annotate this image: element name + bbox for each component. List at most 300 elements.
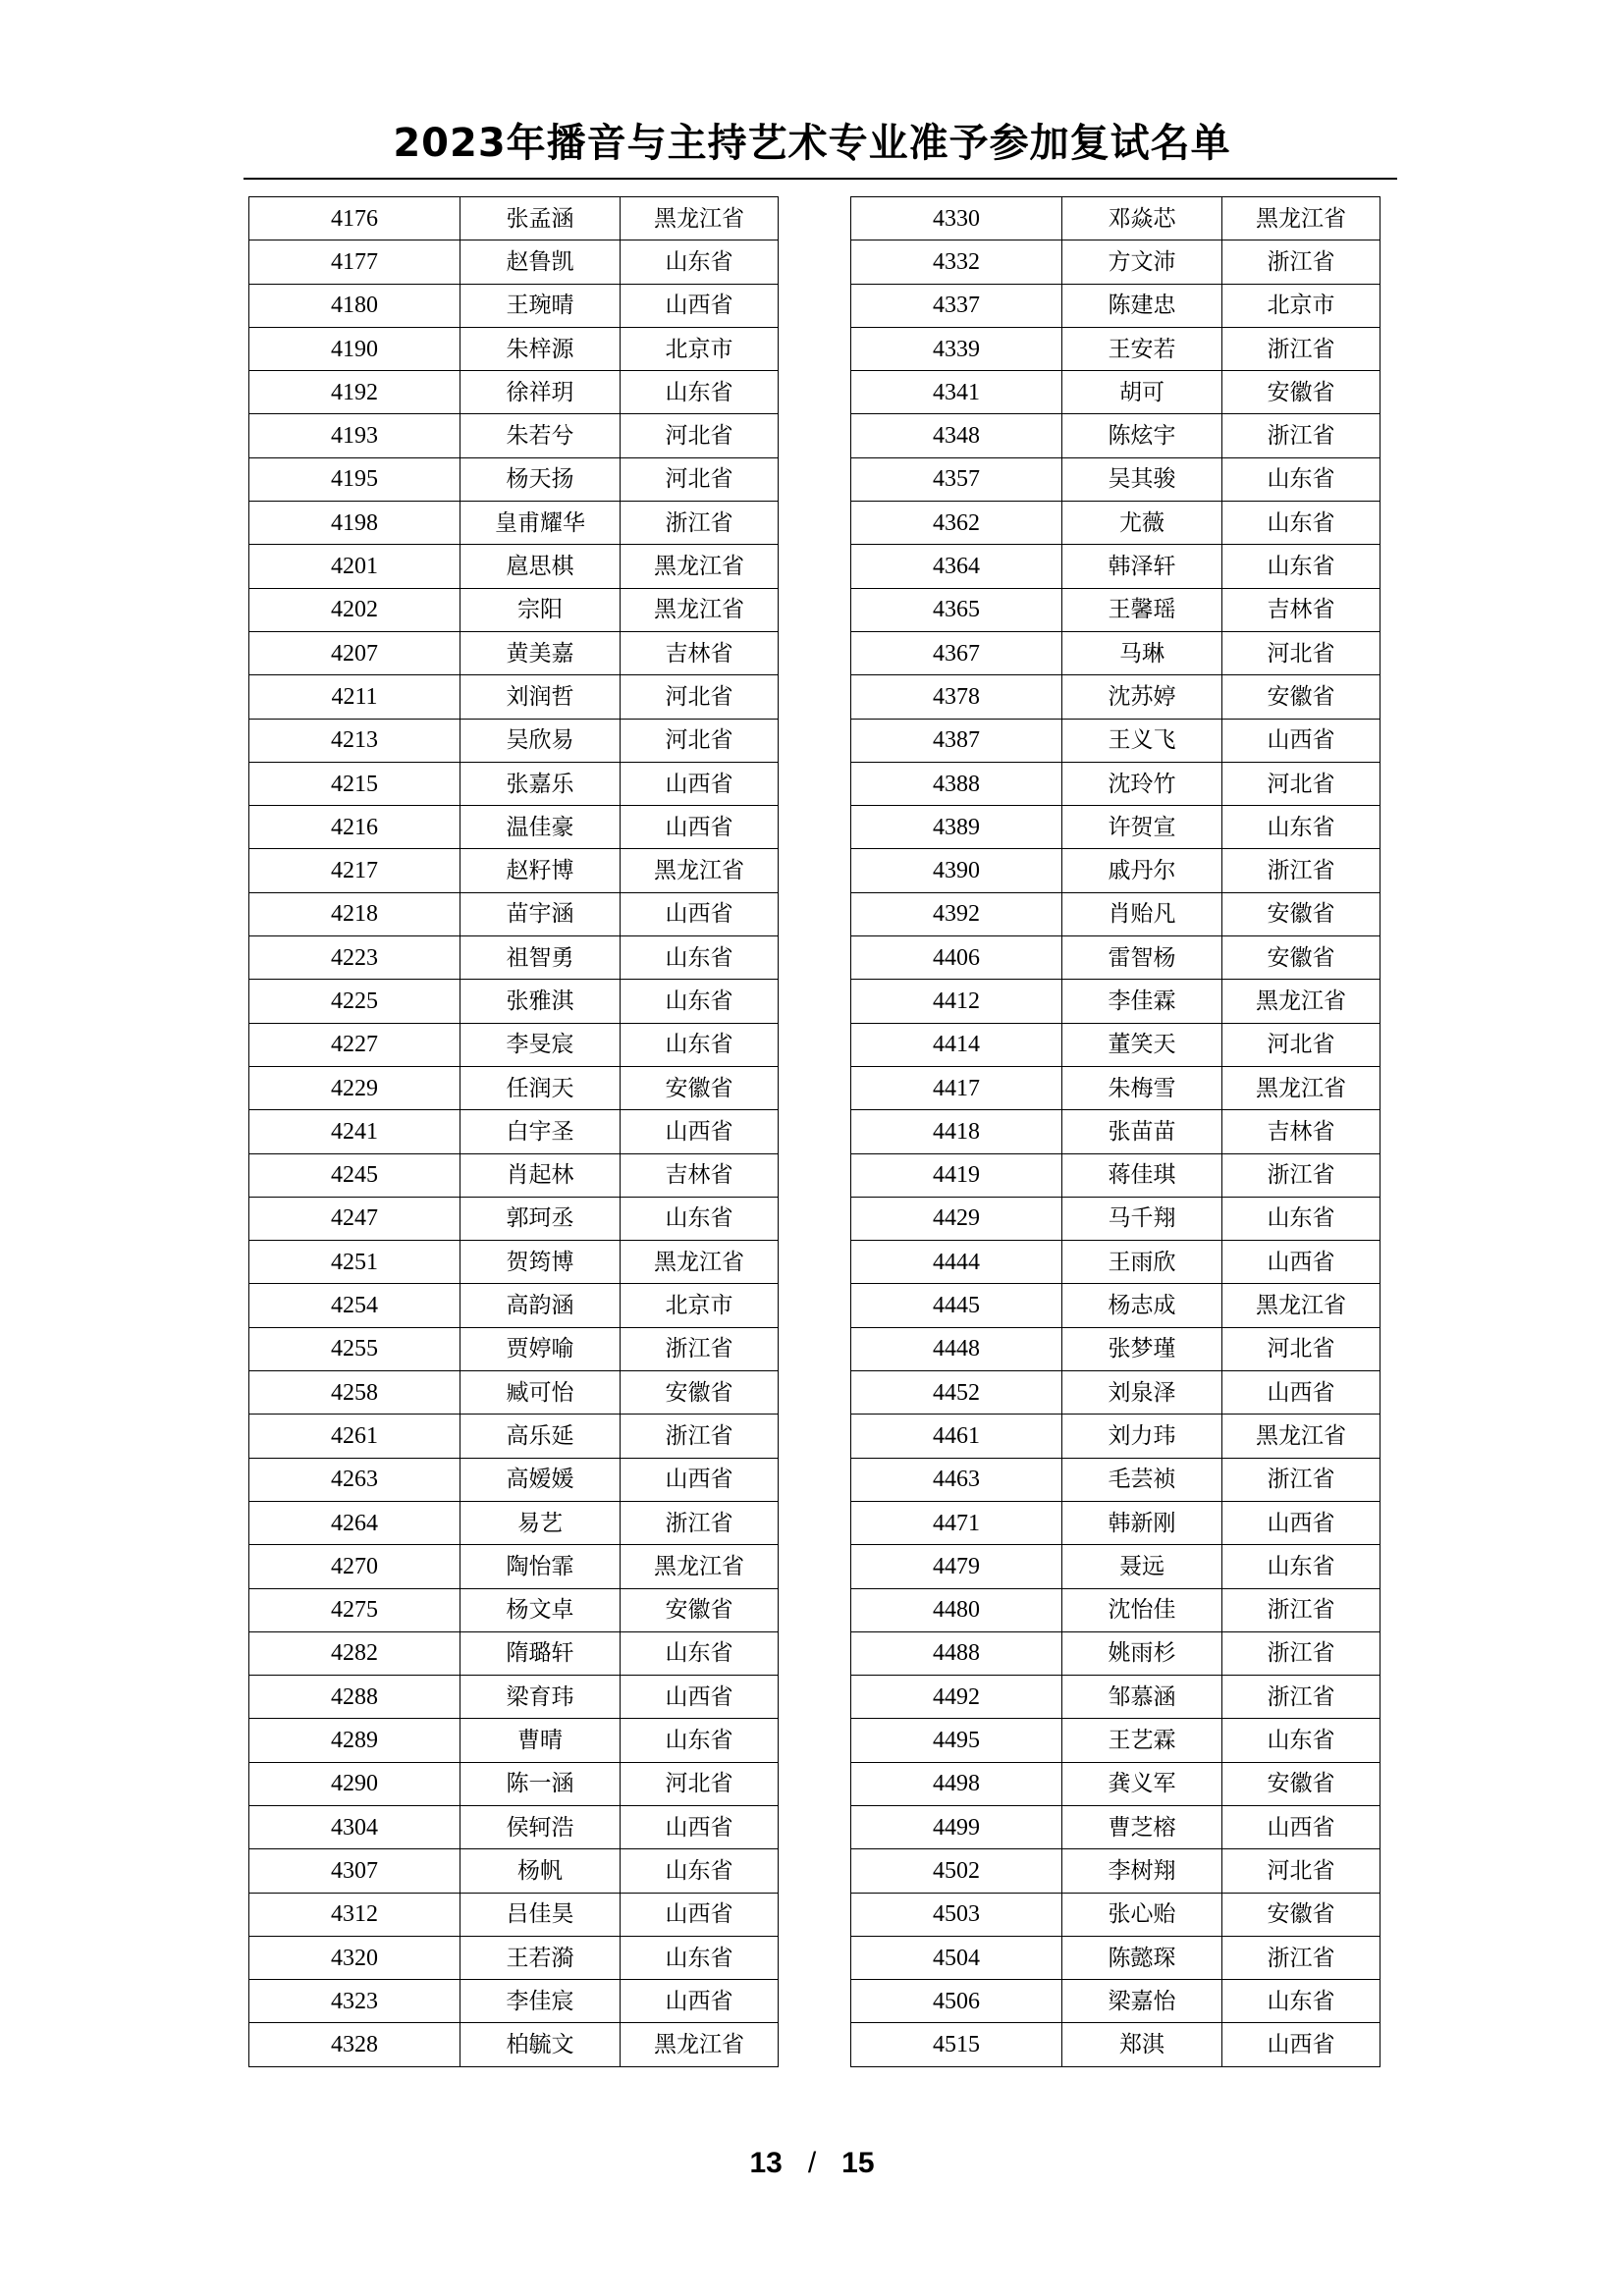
province-cell: 山西省 [1222, 1501, 1380, 1544]
table-row [249, 1762, 779, 1805]
table-row [851, 936, 1380, 980]
table-row [851, 1805, 1380, 1848]
exam-number-cell: 4270 [249, 1545, 460, 1588]
exam-number-cell: 4504 [851, 1936, 1062, 1979]
province-cell: 河北省 [621, 719, 779, 762]
student-name-cell: 王雨欣 [1062, 1241, 1222, 1284]
table-row [249, 1284, 779, 1327]
table-row [249, 545, 779, 588]
document-title: 2023年播音与主持艺术专业准予参加复试名单 [393, 121, 1231, 166]
exam-number-cell: 4225 [249, 980, 460, 1023]
province-cell: 山西省 [621, 1458, 779, 1501]
province-cell: 山东省 [1222, 1197, 1380, 1240]
student-name-cell: 陈懿琛 [1062, 1936, 1222, 1979]
exam-number-cell: 4337 [851, 284, 1062, 327]
student-name-cell: 陈一涵 [460, 1762, 621, 1805]
table-row [851, 197, 1380, 240]
student-name-cell: 聂远 [1062, 1545, 1222, 1588]
table-row [249, 1588, 779, 1631]
student-name-cell: 温佳豪 [460, 806, 621, 849]
table-row [851, 1545, 1380, 1588]
exam-number-cell: 4223 [249, 936, 460, 980]
student-name-cell: 贺筠博 [460, 1241, 621, 1284]
province-cell: 河北省 [1222, 1023, 1380, 1066]
table-row [249, 980, 779, 1023]
province-cell: 河北省 [621, 1762, 779, 1805]
exam-number-cell: 4261 [249, 1415, 460, 1458]
exam-number-cell: 4241 [249, 1110, 460, 1153]
table-row [249, 1066, 779, 1109]
exam-number-cell: 4216 [249, 806, 460, 849]
province-cell: 安徽省 [1222, 675, 1380, 719]
province-cell: 北京市 [621, 1284, 779, 1327]
exam-number-cell: 4201 [249, 545, 460, 588]
exam-number-cell: 4339 [851, 327, 1062, 370]
student-name-cell: 肖贻凡 [1062, 892, 1222, 935]
table-row [851, 1849, 1380, 1893]
student-name-cell: 龚义军 [1062, 1762, 1222, 1805]
province-cell: 安徽省 [1222, 892, 1380, 935]
exam-number-cell: 4255 [249, 1327, 460, 1370]
table-row [249, 849, 779, 892]
student-name-cell: 朱梅雪 [1062, 1066, 1222, 1109]
student-name-cell: 侯轲浩 [460, 1805, 621, 1848]
table-row [851, 1588, 1380, 1631]
exam-number-cell: 4288 [249, 1676, 460, 1719]
student-name-cell: 李旻宸 [460, 1023, 621, 1066]
table-row [851, 1501, 1380, 1544]
province-cell: 山东省 [621, 1631, 779, 1675]
province-cell: 浙江省 [1222, 1588, 1380, 1631]
exam-number-cell: 4177 [249, 240, 460, 284]
student-name-cell: 任润天 [460, 1066, 621, 1109]
table-row [249, 284, 779, 327]
province-cell: 安徽省 [1222, 936, 1380, 980]
province-cell: 浙江省 [1222, 849, 1380, 892]
exam-number-cell: 4290 [249, 1762, 460, 1805]
table-row [249, 1241, 779, 1284]
table-row [249, 1110, 779, 1153]
exam-number-cell: 4515 [851, 2023, 1062, 2066]
table-row [249, 1980, 779, 2023]
table-row [851, 2023, 1380, 2066]
table-row [851, 980, 1380, 1023]
exam-number-cell: 4193 [249, 414, 460, 457]
exam-number-cell: 4348 [851, 414, 1062, 457]
student-name-cell: 邹慕涵 [1062, 1676, 1222, 1719]
exam-number-cell: 4387 [851, 719, 1062, 762]
table-row [249, 719, 779, 762]
student-name-cell: 臧可怡 [460, 1371, 621, 1415]
table-row [249, 1197, 779, 1240]
student-name-cell: 张嘉乐 [460, 762, 621, 805]
table-row [249, 1501, 779, 1544]
exam-number-cell: 4218 [249, 892, 460, 935]
exam-number-cell: 4429 [851, 1197, 1062, 1240]
student-name-cell: 韩新刚 [1062, 1501, 1222, 1544]
student-name-cell: 许贺宣 [1062, 806, 1222, 849]
student-name-cell: 梁育玮 [460, 1676, 621, 1719]
province-cell: 浙江省 [621, 1501, 779, 1544]
exam-number-cell: 4289 [249, 1719, 460, 1762]
student-name-cell: 宗阳 [460, 588, 621, 631]
exam-number-cell: 4390 [851, 849, 1062, 892]
province-cell: 山西省 [1222, 719, 1380, 762]
province-cell: 山东省 [621, 1023, 779, 1066]
province-cell: 浙江省 [621, 502, 779, 545]
province-cell: 安徽省 [1222, 1762, 1380, 1805]
table-row [851, 762, 1380, 805]
province-cell: 吉林省 [621, 631, 779, 674]
province-cell: 河北省 [1222, 631, 1380, 674]
table-row [249, 762, 779, 805]
table-row [851, 457, 1380, 501]
table-row [249, 892, 779, 935]
student-name-cell: 胡可 [1062, 371, 1222, 414]
table-row [851, 719, 1380, 762]
student-name-cell: 曹晴 [460, 1719, 621, 1762]
exam-number-cell: 4192 [249, 371, 460, 414]
page-number [0, 2144, 1624, 2183]
table-row [249, 1545, 779, 1588]
student-name-cell: 李佳宸 [460, 1980, 621, 2023]
province-cell: 河北省 [621, 414, 779, 457]
exam-number-cell: 4367 [851, 631, 1062, 674]
exam-number-cell: 4506 [851, 1980, 1062, 2023]
student-name-cell: 皇甫耀华 [460, 502, 621, 545]
table-row [249, 1371, 779, 1415]
table-row [851, 1371, 1380, 1415]
province-cell: 山东省 [1222, 545, 1380, 588]
student-name-cell: 陈建忠 [1062, 284, 1222, 327]
student-name-cell: 杨文卓 [460, 1588, 621, 1631]
province-cell: 吉林省 [621, 1153, 779, 1197]
province-cell: 黑龙江省 [1222, 197, 1380, 240]
student-name-cell: 吴其骏 [1062, 457, 1222, 501]
exam-number-cell: 4341 [851, 371, 1062, 414]
province-cell: 北京市 [1222, 284, 1380, 327]
student-name-cell: 隋璐轩 [460, 1631, 621, 1675]
table-row [249, 1719, 779, 1762]
province-cell: 浙江省 [1222, 1458, 1380, 1501]
province-cell: 河北省 [1222, 762, 1380, 805]
province-cell: 浙江省 [1222, 327, 1380, 370]
student-name-cell: 李树翔 [1062, 1849, 1222, 1893]
province-cell: 山西省 [621, 1805, 779, 1848]
province-cell: 山西省 [1222, 2023, 1380, 2066]
student-name-cell: 马千翔 [1062, 1197, 1222, 1240]
province-cell: 山东省 [1222, 1980, 1380, 2023]
student-name-cell: 苗宇涵 [460, 892, 621, 935]
province-cell: 山西省 [1222, 1241, 1380, 1284]
student-name-cell: 白宇圣 [460, 1110, 621, 1153]
student-name-cell: 毛芸祯 [1062, 1458, 1222, 1501]
table-row [249, 1415, 779, 1458]
table-row [249, 1936, 779, 1979]
table-row [249, 588, 779, 631]
student-name-cell: 韩泽轩 [1062, 545, 1222, 588]
student-name-cell: 肖起林 [460, 1153, 621, 1197]
province-cell: 浙江省 [1222, 1936, 1380, 1979]
exam-number-cell: 4323 [249, 1980, 460, 2023]
province-cell: 山西省 [621, 806, 779, 849]
exam-number-cell: 4362 [851, 502, 1062, 545]
student-name-cell: 李佳霖 [1062, 980, 1222, 1023]
student-name-cell: 陶怡霏 [460, 1545, 621, 1588]
exam-number-cell: 4364 [851, 545, 1062, 588]
table-row [249, 631, 779, 674]
province-cell: 山西省 [1222, 1371, 1380, 1415]
exam-number-cell: 4207 [249, 631, 460, 674]
exam-number-cell: 4227 [249, 1023, 460, 1066]
table-row [851, 1719, 1380, 1762]
exam-number-cell: 4412 [851, 980, 1062, 1023]
province-cell: 山东省 [1222, 806, 1380, 849]
province-cell: 河北省 [621, 457, 779, 501]
table-row [249, 1849, 779, 1893]
table-row [249, 240, 779, 284]
table-row [249, 1023, 779, 1066]
table-row [851, 1980, 1380, 2023]
exam-number-cell: 4479 [851, 1545, 1062, 1588]
exam-number-cell: 4213 [249, 719, 460, 762]
province-cell: 山东省 [621, 1197, 779, 1240]
exam-number-cell: 4229 [249, 1066, 460, 1109]
province-cell: 山东省 [621, 1719, 779, 1762]
exam-number-cell: 4471 [851, 1501, 1062, 1544]
exam-number-cell: 4202 [249, 588, 460, 631]
table-row [851, 502, 1380, 545]
province-cell: 山东省 [621, 240, 779, 284]
exam-number-cell: 4312 [249, 1893, 460, 1936]
student-name-cell: 方文沛 [1062, 240, 1222, 284]
province-cell: 山东省 [1222, 502, 1380, 545]
province-cell: 河北省 [621, 675, 779, 719]
exam-number-cell: 4198 [249, 502, 460, 545]
table-row [249, 371, 779, 414]
province-cell: 安徽省 [1222, 1893, 1380, 1936]
table-row [249, 1631, 779, 1675]
province-cell: 山东省 [621, 980, 779, 1023]
student-name-cell: 沈玲竹 [1062, 762, 1222, 805]
student-name-cell: 扈思棋 [460, 545, 621, 588]
table-row [249, 1153, 779, 1197]
province-cell: 河北省 [1222, 1327, 1380, 1370]
province-cell: 山东省 [1222, 1719, 1380, 1762]
student-name-cell: 邓焱芯 [1062, 197, 1222, 240]
exam-number-cell: 4282 [249, 1631, 460, 1675]
student-name-cell: 贾婷喻 [460, 1327, 621, 1370]
student-name-cell: 张孟涵 [460, 197, 621, 240]
exam-number-cell: 4275 [249, 1588, 460, 1631]
province-cell: 河北省 [1222, 1849, 1380, 1893]
exam-number-cell: 4495 [851, 1719, 1062, 1762]
table-row [851, 1197, 1380, 1240]
province-cell: 安徽省 [621, 1588, 779, 1631]
province-cell: 山西省 [621, 1893, 779, 1936]
exam-number-cell: 4330 [851, 197, 1062, 240]
province-cell: 黑龙江省 [621, 1545, 779, 1588]
table-row [851, 1023, 1380, 1066]
student-name-cell: 王琬晴 [460, 284, 621, 327]
province-cell: 山东省 [1222, 1545, 1380, 1588]
exam-number-cell: 4247 [249, 1197, 460, 1240]
exam-number-cell: 4392 [851, 892, 1062, 935]
student-name-cell: 郭珂丞 [460, 1197, 621, 1240]
province-cell: 黑龙江省 [621, 197, 779, 240]
exam-number-cell: 4389 [851, 806, 1062, 849]
province-cell: 北京市 [621, 327, 779, 370]
table-row [249, 936, 779, 980]
province-cell: 山东省 [1222, 457, 1380, 501]
student-name-cell: 张梦瑾 [1062, 1327, 1222, 1370]
exam-number-cell: 4445 [851, 1284, 1062, 1327]
exam-number-cell: 4448 [851, 1327, 1062, 1370]
exam-number-cell: 4304 [249, 1805, 460, 1848]
table-row [249, 1893, 779, 1936]
roster-table-left [248, 196, 779, 2067]
student-name-cell: 刘力玮 [1062, 1415, 1222, 1458]
student-name-cell: 杨帆 [460, 1849, 621, 1893]
table-row [249, 1676, 779, 1719]
student-name-cell: 张心贻 [1062, 1893, 1222, 1936]
student-name-cell: 张苗苗 [1062, 1110, 1222, 1153]
table-row [249, 502, 779, 545]
exam-number-cell: 4419 [851, 1153, 1062, 1197]
exam-number-cell: 4498 [851, 1762, 1062, 1805]
table-row [851, 545, 1380, 588]
student-name-cell: 朱若兮 [460, 414, 621, 457]
exam-number-cell: 4263 [249, 1458, 460, 1501]
exam-number-cell: 4414 [851, 1023, 1062, 1066]
exam-number-cell: 4217 [249, 849, 460, 892]
exam-number-cell: 4406 [851, 936, 1062, 980]
table-row [249, 675, 779, 719]
table-row [851, 1284, 1380, 1327]
table-row [249, 327, 779, 370]
province-cell: 黑龙江省 [1222, 1415, 1380, 1458]
exam-number-cell: 4195 [249, 457, 460, 501]
student-name-cell: 王馨瑶 [1062, 588, 1222, 631]
student-name-cell: 杨志成 [1062, 1284, 1222, 1327]
province-cell: 浙江省 [621, 1415, 779, 1458]
table-row [851, 1415, 1380, 1458]
province-cell: 黑龙江省 [621, 2023, 779, 2066]
exam-number-cell: 4461 [851, 1415, 1062, 1458]
province-cell: 浙江省 [1222, 1631, 1380, 1675]
exam-number-cell: 4463 [851, 1458, 1062, 1501]
table-row [851, 327, 1380, 370]
province-cell: 山西省 [621, 284, 779, 327]
student-name-cell: 曹芝榕 [1062, 1805, 1222, 1848]
province-cell: 山西省 [621, 762, 779, 805]
roster-table-left-body [249, 197, 779, 2067]
province-cell: 吉林省 [1222, 1110, 1380, 1153]
table-row [249, 2023, 779, 2066]
title-underline [244, 178, 1397, 180]
province-cell: 黑龙江省 [621, 1241, 779, 1284]
exam-number-cell: 4388 [851, 762, 1062, 805]
province-cell: 浙江省 [621, 1327, 779, 1370]
page-separator: / [807, 2147, 817, 2179]
student-name-cell: 沈怡佳 [1062, 1588, 1222, 1631]
province-cell: 浙江省 [1222, 1153, 1380, 1197]
table-row [851, 1893, 1380, 1936]
province-cell: 山东省 [621, 1936, 779, 1979]
table-row [851, 1458, 1380, 1501]
student-name-cell: 王若漪 [460, 1936, 621, 1979]
province-cell: 山西省 [621, 1676, 779, 1719]
exam-number-cell: 4492 [851, 1676, 1062, 1719]
exam-number-cell: 4215 [249, 762, 460, 805]
exam-number-cell: 4488 [851, 1631, 1062, 1675]
student-name-cell: 刘润哲 [460, 675, 621, 719]
student-name-cell: 杨天扬 [460, 457, 621, 501]
exam-number-cell: 4264 [249, 1501, 460, 1544]
exam-number-cell: 4503 [851, 1893, 1062, 1936]
table-row [249, 1805, 779, 1848]
table-row [249, 806, 779, 849]
exam-number-cell: 4211 [249, 675, 460, 719]
student-name-cell: 郑淇 [1062, 2023, 1222, 2066]
province-cell: 山西省 [1222, 1805, 1380, 1848]
student-name-cell: 高嫒媛 [460, 1458, 621, 1501]
exam-number-cell: 4417 [851, 1066, 1062, 1109]
exam-number-cell: 4378 [851, 675, 1062, 719]
student-name-cell: 王艺霖 [1062, 1719, 1222, 1762]
table-row [851, 806, 1380, 849]
exam-number-cell: 4258 [249, 1371, 460, 1415]
province-cell: 安徽省 [621, 1066, 779, 1109]
page-total: 15 [841, 2147, 875, 2179]
student-name-cell: 高韵涵 [460, 1284, 621, 1327]
table-row [851, 631, 1380, 674]
province-cell: 浙江省 [1222, 1676, 1380, 1719]
exam-number-cell: 4320 [249, 1936, 460, 1979]
student-name-cell: 蒋佳琪 [1062, 1153, 1222, 1197]
exam-number-cell: 4365 [851, 588, 1062, 631]
student-name-cell: 徐祥玥 [460, 371, 621, 414]
province-cell: 山西省 [621, 1110, 779, 1153]
exam-number-cell: 4418 [851, 1110, 1062, 1153]
exam-number-cell: 4357 [851, 457, 1062, 501]
province-cell: 山西省 [621, 892, 779, 935]
student-name-cell: 刘泉泽 [1062, 1371, 1222, 1415]
province-cell: 黑龙江省 [1222, 980, 1380, 1023]
student-name-cell: 祖智勇 [460, 936, 621, 980]
exam-number-cell: 4502 [851, 1849, 1062, 1893]
exam-number-cell: 4176 [249, 197, 460, 240]
roster-table-right [850, 196, 1380, 2067]
table-row [851, 1631, 1380, 1675]
student-name-cell: 王义飞 [1062, 719, 1222, 762]
student-name-cell: 吴欣易 [460, 719, 621, 762]
table-row [249, 1458, 779, 1501]
student-name-cell: 张雅淇 [460, 980, 621, 1023]
student-name-cell: 雷智杨 [1062, 936, 1222, 980]
student-name-cell: 赵鲁凯 [460, 240, 621, 284]
province-cell: 黑龙江省 [1222, 1066, 1380, 1109]
table-row [851, 849, 1380, 892]
student-name-cell: 黄美嘉 [460, 631, 621, 674]
table-row [851, 1762, 1380, 1805]
table-row [851, 1110, 1380, 1153]
table-row [851, 1327, 1380, 1370]
table-row [249, 197, 779, 240]
province-cell: 浙江省 [1222, 240, 1380, 284]
province-cell: 黑龙江省 [1222, 1284, 1380, 1327]
student-name-cell: 高乐延 [460, 1415, 621, 1458]
